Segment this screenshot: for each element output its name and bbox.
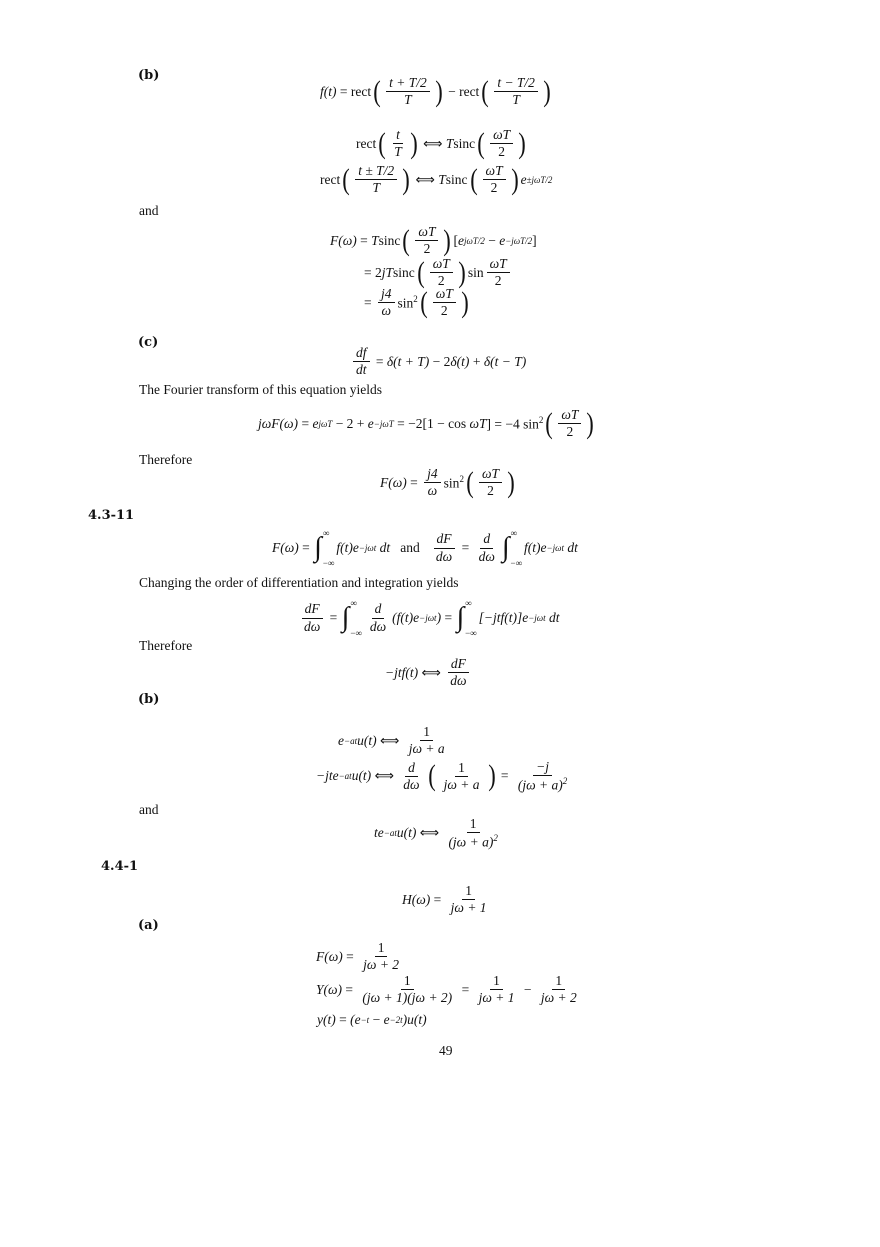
equation-F-sinc-sin: = 2 jT sinc ( $\frac{\omega T}{2}$ ) sin $\frac{\omega T}{2}$ (364, 257, 513, 288)
equation-y-time: y(t) = (e −t − e −2t )u(t) (317, 1012, 427, 1027)
equation-f-rect-difference: f(t) = rect ( $\frac{t + T/2}{T}$ ) − rect ( $\frac{t - T/2}{T}$ ) (320, 74, 551, 108)
equation-F-sinc-bracket: F(ω) = T sinc ( $\frac{\omega T}{2}$ ) [ e jωT/2 − e −jωT/2 ] (330, 223, 537, 257)
equation-derivative-impulses: $\frac{df}{dt}$ = δ(t + T) − 2 δ(t) + δ(t − T) (350, 346, 526, 377)
equation-F-sin-squared: = $\frac{j4}{\omega}$ $\sin^2$ ( $\frac{\omega T}{2}$ ) (364, 285, 469, 319)
part-label-a: (a) (138, 918, 159, 933)
problem-label-4-4-1: 4.4-1 (101, 859, 139, 874)
part-label-b: (b) (138, 68, 160, 83)
equation-H: H(ω) = $\frac{1}{j\omega + 1}$ (402, 883, 487, 916)
fourier-transform-sentence: The Fourier transform of this equation yields (139, 382, 382, 397)
changing-order-sentence: Changing the order of differentiation and integration yields (139, 575, 459, 590)
equation-te-pair: te −at u(t) ⟺ $\frac{1}{(j\omega + a)^2}$ (374, 816, 498, 850)
page-number: 49 (439, 1043, 453, 1058)
equation-te-pair-derivative: −jte −at u(t) ⟺ $\frac{d}{d\omega}$ ( $\frac{1}{j\omega + a}$ ) = $\frac{-j}{(j\omega + a)^2}$ (316, 759, 568, 793)
problem-label-4-3-11: 4.3-11 (88, 508, 135, 523)
part-label-b: (b) (138, 692, 160, 707)
word-and: and (139, 802, 159, 817)
equation-F-input: F(ω) = $\frac{1}{j\omega + 2}$ (316, 940, 400, 973)
equation-Y: Y(ω) = $\frac{1}{(j\omega + 1)(j\omega + 2)}$ = $\frac{1}{j\omega + 1}$ − $\frac{1}{j\omega + 2}$ (316, 973, 577, 1006)
equation-rect-sinc-pair: rect ( $\frac{t}{T}$ ) ⟺ T sinc ( $\frac{\omega T}{2}$ ) (356, 126, 526, 160)
equation-F-result: F(ω) = $\frac{j4}{\omega}$ $\sin^2$ ( $\frac{\omega T}{2}$ ) (380, 465, 515, 499)
equation-jtf-pair: −jtf(t) ⟺ $\frac{dF}{d\omega}$ (385, 657, 473, 688)
word-therefore: Therefore (139, 452, 193, 467)
part-label-c: (c) (138, 335, 159, 350)
equation-exp-pair: e −at u(t) ⟺ $\frac{1}{j\omega + a}$ (338, 724, 445, 757)
equation-fourier-definition: F(ω) = ∫ ∞ −∞ f(t)e −jωt dt and $\frac{dF}{d\omega}$ = $\frac{d}{d\omega}$ ∫ ∞ −∞ f(t)e −jωt dt (272, 528, 578, 568)
equation-jwF: jωF(ω) = e jωT − 2 + e −jωT = −2[1 − cos ωT ] = −4 $\sin^2$ ( $\frac{\omega T}{2}$ ) (258, 406, 595, 440)
equation-shifted-rect-pair: rect ( $\frac{t \pm T/2}{T}$ ) ⟺ T sinc ( $\frac{\omega T}{2}$ ) e ±jωT/2 (320, 162, 553, 196)
equation-dF-dw-integral: $\frac{dF}{d\omega}$ = ∫ ∞ −∞ $\frac{d}{d\omega}$ (f(t)e −jωt ) = ∫ ∞ −∞ [−jtf(t)]e −jωt dt (298, 598, 560, 638)
word-and: and (139, 203, 159, 218)
word-therefore: Therefore (139, 638, 193, 653)
